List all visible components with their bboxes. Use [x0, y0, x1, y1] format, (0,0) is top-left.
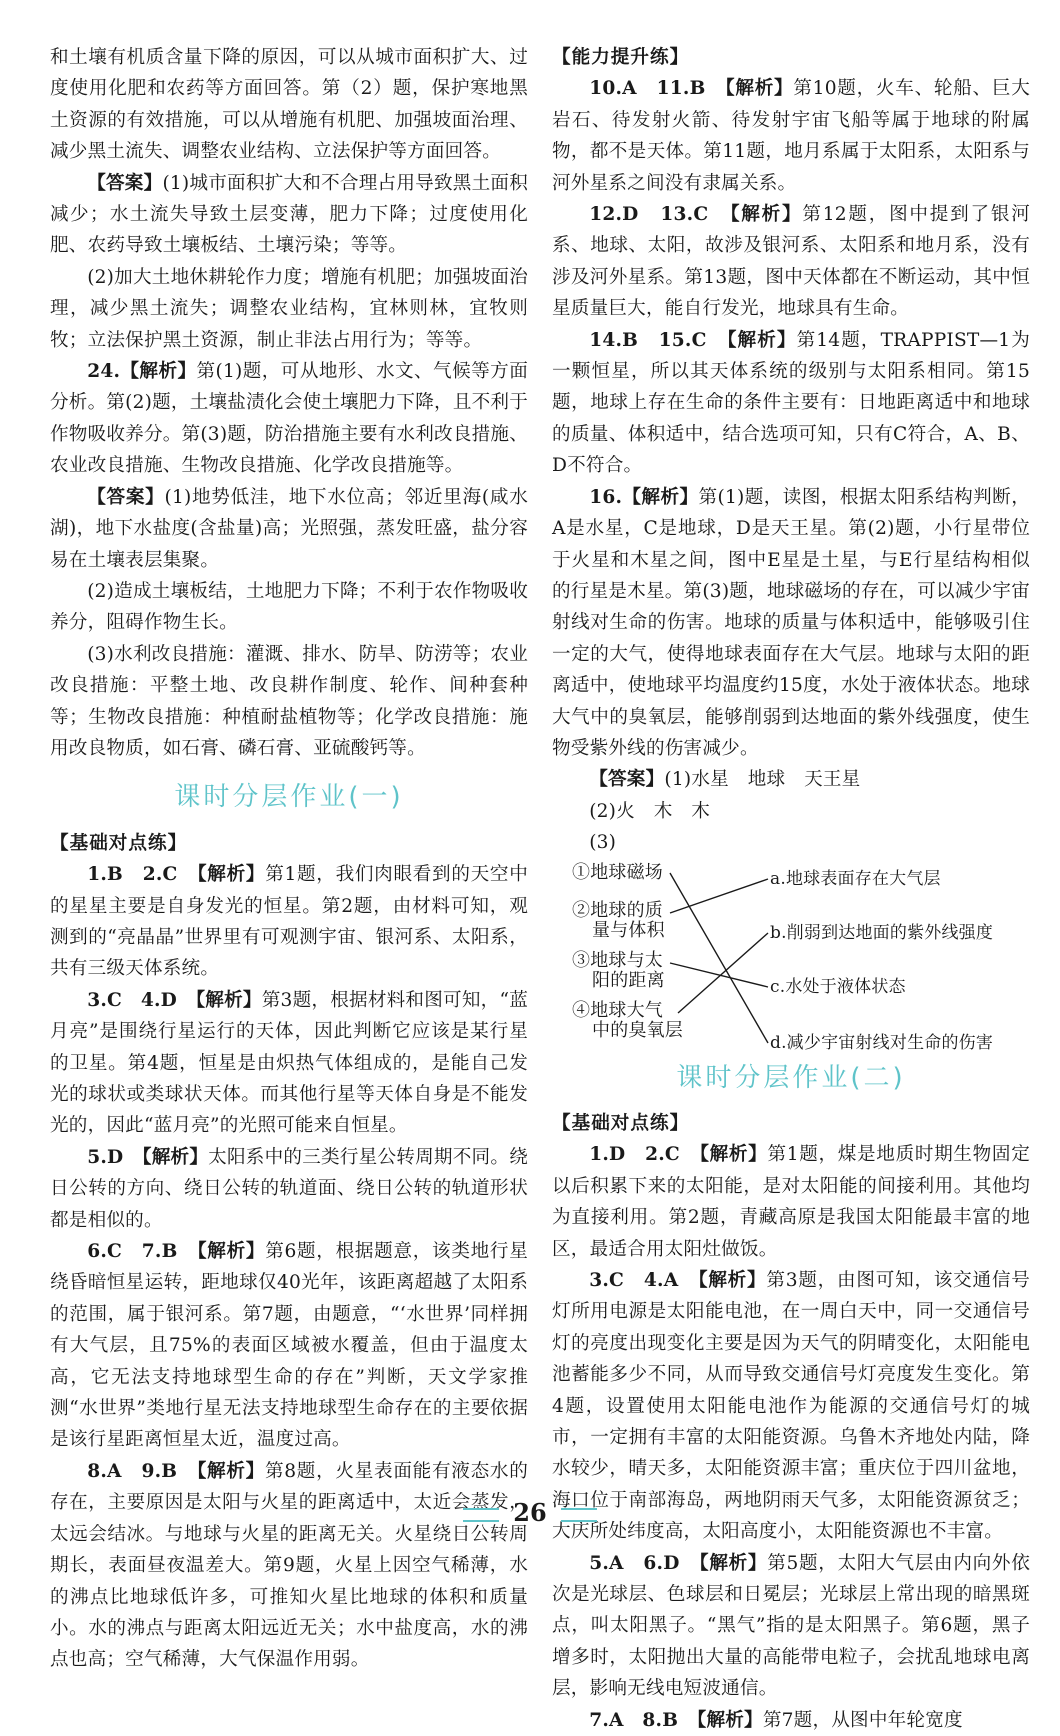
- answer-item: [552, 1548, 1030, 1705]
- match-right-label: a.地球表面存在大气层: [770, 868, 941, 889]
- match-line: [670, 879, 768, 913]
- answer-tag: 【答案】: [87, 172, 163, 194]
- analysis-paragraph: [552, 482, 1030, 765]
- answer-item: [552, 199, 1030, 325]
- answer-tag: 【答案】: [589, 769, 665, 791]
- match-left-label: 量与体积: [592, 919, 665, 941]
- analysis-text: 第10题，火车、轮船、巨大岩石、待发射火箭、待发射宇宙飞船等属于地球的附属物，都不是天体。第11题，地月系属于太阳系，太阳系与河外星系之间没有隶属关系。: [552, 78, 1030, 194]
- analysis-text: 第8题，火星表面能有液态水的存在，主要原因是太阳与火星的距离适中，太近会蒸发，太远会结冰。与地球与火星的距离无关。火星绕日公转周期长，表面昼夜温差大。第9题，火星上因空气稀薄，水的沸点比地球低许多，可推知火星比地球的体积和质量小。水的沸点与距离太阳远近无关；水中盐度高，水的沸点也高；空气稀薄，大气保温作用弱。: [50, 1460, 528, 1671]
- answer-text: (1)地势低洼，地下水位高；邻近里海(咸水湖)，地下水盐度(含盐量)高；光照强，蒸发旺盛，盐分容易在土壤表层集聚。: [50, 486, 528, 571]
- answer-key: 5.D: [87, 1146, 124, 1168]
- answer-key: 7.A 8.B: [589, 1709, 679, 1731]
- answer-key: 1.B 2.C: [87, 864, 178, 886]
- match-right-label: b.削弱到达地面的紫外线强度: [770, 922, 994, 943]
- answer-item: [50, 859, 528, 985]
- match-left-label: ④地球大气: [572, 999, 663, 1021]
- analysis-text: 第1题，我们肉眼看到的天空中的星星主要是自身发光的恒星。第2题，由材料可知，观测到的“亮晶晶”世界里有可观测宇宙、银河系、太阳系，共有三级天体系统。: [50, 864, 528, 980]
- left-column: [50, 42, 528, 1676]
- subsection-label: 【基础对点练】: [50, 832, 188, 854]
- answer-item: [50, 1142, 528, 1236]
- answer-paragraph: [50, 168, 528, 262]
- analysis-tag: 【解析】: [197, 1460, 265, 1482]
- analysis-tag: 【解析】: [197, 1241, 266, 1263]
- analysis-tag: 【解析】: [195, 989, 262, 1011]
- question-number: 24.: [87, 361, 121, 383]
- analysis-text: 第3题，由图可知，该交通信号灯所用电源是太阳能电池，在一周白天中，同一交通信号灯的亮度出现变化主要是因为天气的阴晴变化，太阳能电池蓄能多少不同，从而导致交通信号灯亮度发生变化。第4题，设置使用太阳能电池作为能源的交通信号灯的城市，一定拥有丰富的太阳能资源。乌鲁木齐地处内陆，降水较少，晴天多，太阳能资源丰富；重庆位于四川盆地，海口位于南部海岛，两地阴雨天气多，太阳能资源贫乏；大庆所处纬度高，太阳高度小，太阳能资源也不丰富。: [552, 1270, 1030, 1543]
- analysis-tag: 【解析】: [197, 864, 266, 886]
- right-column: [552, 42, 1030, 1736]
- section-heading: 课时分层作业(二): [676, 1062, 906, 1093]
- answer-key: 8.A 9.B: [87, 1460, 178, 1482]
- footer-decoration: [463, 1508, 499, 1522]
- analysis-text: 第12题，图中提到了银河系、地球、太阳，故涉及银河系、太阳系和地月系，没有涉及河外星系。第13题，图中天体都在不断运动，其中恒星质量巨大，能自行发光，地球具有生命。: [552, 204, 1030, 320]
- match-left-label: 阳的距离: [592, 969, 665, 991]
- answer-line: (2)火 木 木: [589, 800, 711, 822]
- analysis-text: 太阳系中的三类行星公转周期不同。绕日公转的方向、绕日公转的轨道面、绕日公转的轨道形状都是相似的。: [50, 1146, 528, 1231]
- analysis-tag: 【解析】: [696, 1709, 763, 1731]
- analysis-tag: 【解析】: [699, 1552, 768, 1574]
- match-line: [678, 933, 768, 1013]
- analysis-text: 第3题，根据材料和图可知，“蓝月亮”是围绕行星运行的天体，因此判断它应该是某行星的卫星。第4题，恒星是由炽热气体组成的，是能自己发光的球状或类球状天体。而其他行星等天体自身是不能发光的，因此“蓝月亮”的光照可能来自恒星。: [50, 989, 528, 1137]
- answer-text: (1)城市面积扩大和不合理占用导致黑土面积减少；水土流失导致土层变薄，肥力下降；过度使用化肥、农药导致土壤板结、土壤污染；等等。: [50, 172, 528, 257]
- analysis-tag: 【解析】: [725, 78, 794, 100]
- answer-item: [552, 1705, 1030, 1736]
- subsection-label: 【基础对点练】: [552, 1112, 690, 1134]
- answer-item: [552, 73, 1030, 199]
- analysis-tag: 【解析】: [622, 486, 699, 508]
- analysis-text: 第5题，太阳大气层由内向外依次是光球层、色球层和日冕层；光球层上常出现的暗黑斑点，叫太阳黑子。“黑气”指的是太阳黑子。第6题，黑子增多时，太阳抛出大量的高能带电粒子，会扰乱地球电离层，影响无线电短波通信。: [552, 1552, 1030, 1700]
- match-line: [670, 963, 768, 987]
- answer-key: 12.D 13.C: [589, 204, 709, 226]
- answer-text: (1)水星 地球 天王星: [664, 769, 861, 791]
- analysis-paragraph: [50, 356, 528, 482]
- answer-paragraph: [50, 482, 528, 576]
- question-number: 16.: [589, 486, 623, 508]
- analysis-tag: 【解析】: [727, 329, 797, 351]
- analysis-tag: 【解析】: [699, 1144, 768, 1166]
- matching-diagram: [552, 861, 1030, 1057]
- match-line: [670, 873, 768, 1043]
- analysis-tag: 【解析】: [120, 361, 197, 383]
- answer-line: (3): [589, 832, 617, 854]
- answer-key: 3.C 4.A: [589, 1270, 679, 1291]
- matching-lines: [552, 861, 1030, 1057]
- match-left-label: 中的臭氧层: [592, 1019, 683, 1041]
- section-heading: 课时分层作业(一): [174, 782, 404, 813]
- analysis-text: 第14题，TRAPPIST—1为一颗恒星，所以其天体系统的级别与太阳系相同。第15题，地球上存在生命的条件主要有：日地距离适中和地球的质量、体积适中，结合选项可知，只有C符合，A、B、D不符合。: [552, 329, 1031, 477]
- analysis-tag: 【解析】: [142, 1146, 209, 1168]
- match-left-label: ③地球与太: [572, 949, 663, 971]
- analysis-text: 第6题，根据题意，该类地行星绕昏暗恒星运转，距地球仅40光年，该距离超越了太阳系的范围，属于银河系。第7题，由题意，“‘水世界’同样拥有大气层，且75%的表面区域被水覆盖，但由于温度太高，它无法支持地球型生命的存在”判断，天文学家推测“水世界”类地行星无法支持地球型生命存在的主要依据是该行星距离恒星太近，温度过高。: [50, 1241, 528, 1451]
- page-number: 26: [513, 1498, 547, 1527]
- answer-key: 1.D 2.C: [589, 1144, 680, 1166]
- answer-key: 10.A 11.B: [589, 78, 706, 100]
- paragraph: (2)造成土壤板结，土地肥力下降；不利于农作物吸收养分，阻碍作物生长。: [50, 580, 528, 634]
- subsection-label: 【能力提升练】: [552, 47, 690, 68]
- analysis-tag: 【解析】: [698, 1270, 767, 1291]
- analysis-tag: 【解析】: [730, 204, 803, 226]
- answer-paragraph: [552, 764, 1030, 795]
- page-footer: [0, 1498, 1060, 1527]
- footer-decoration: [561, 1508, 597, 1522]
- analysis-text: 第7题，从图中年轮宽度: [762, 1709, 963, 1731]
- paragraph: (2)加大土地休耕轮作力度；增施有机肥；加强坡面治理，减少黑土流失；调整农业结构，宜林则林，宜牧则牧；立法保护黑土资源，制止非法占用行为；等等。: [50, 266, 528, 351]
- paragraph: (3)水利改良措施：灌溉、排水、防旱、防涝等；农业改良措施：平整土地、改良耕作制度、轮作、间种套种等；生物改良措施：种植耐盐植物等；化学改良措施：施用改良物质，如石膏、磷石膏、亚硫酸钙等。: [50, 643, 528, 759]
- match-right-label: d.减少宇宙射线对生命的伤害: [770, 1032, 994, 1053]
- match-left-label: ②地球的质: [572, 899, 663, 921]
- analysis-text: 第1题，煤是地质时期生物固定以后积累下来的太阳能，是对太阳能的间接利用。其他均为直接利用。第2题，青藏高原是我国太阳能最丰富的地区，最适合用太阳灶做饭。: [552, 1144, 1030, 1260]
- answer-key: 6.C 7.B: [87, 1241, 178, 1263]
- answer-item: [552, 325, 1030, 482]
- answer-key: 14.B 15.C: [589, 329, 707, 351]
- answer-item: [50, 1456, 528, 1676]
- answer-item: [50, 985, 528, 1142]
- answer-tag: 【答案】: [87, 486, 165, 508]
- answer-item: [552, 1139, 1030, 1265]
- answer-key: 3.C 4.D: [87, 989, 177, 1011]
- paragraph: 和土壤有机质含量下降的原因，可以从城市面积扩大、过度使用化肥和农药等方面回答。第（2）题，保护寒地黑土资源的有效措施，可以从增施有机肥、加强坡面治理、减少黑土流失、调整农业结构、立法保护等方面回答。: [50, 47, 528, 163]
- answer-item: [50, 1236, 528, 1456]
- answer-key: 5.A 6.D: [589, 1552, 680, 1574]
- analysis-text: 第(1)题，可从地形、水文、气候等方面分析。第(2)题，土壤盐渍化会使土壤肥力下降，且不利于作物吸收养分。第(3)题，防治措施主要有水利改良措施、农业改良措施、生物改良措施、化学改良措施等。: [50, 361, 528, 477]
- match-left-label: ①地球磁场: [572, 861, 663, 883]
- analysis-text: 第(1)题，读图，根据太阳系结构判断，A是水星，C是地球，D是天王星。第(2)题，小行星带位于火星和木星之间，图中E星是土星，与E行星结构相似的行星是木星。第(3)题，地球磁场的存在，可以减少宇宙射线对生命的伤害。地球的质量与体积适中，能够吸引住一定的大气，使得地球表面存在大气层。地球与太阳的距离适中，使地球平均温度约15度，水处于液体状态。地球大气中的臭氧层，能够削弱到达地面的紫外线强度，使生物受紫外线的伤害减少。: [552, 486, 1030, 759]
- match-right-label: c.水处于液体状态: [770, 976, 906, 997]
